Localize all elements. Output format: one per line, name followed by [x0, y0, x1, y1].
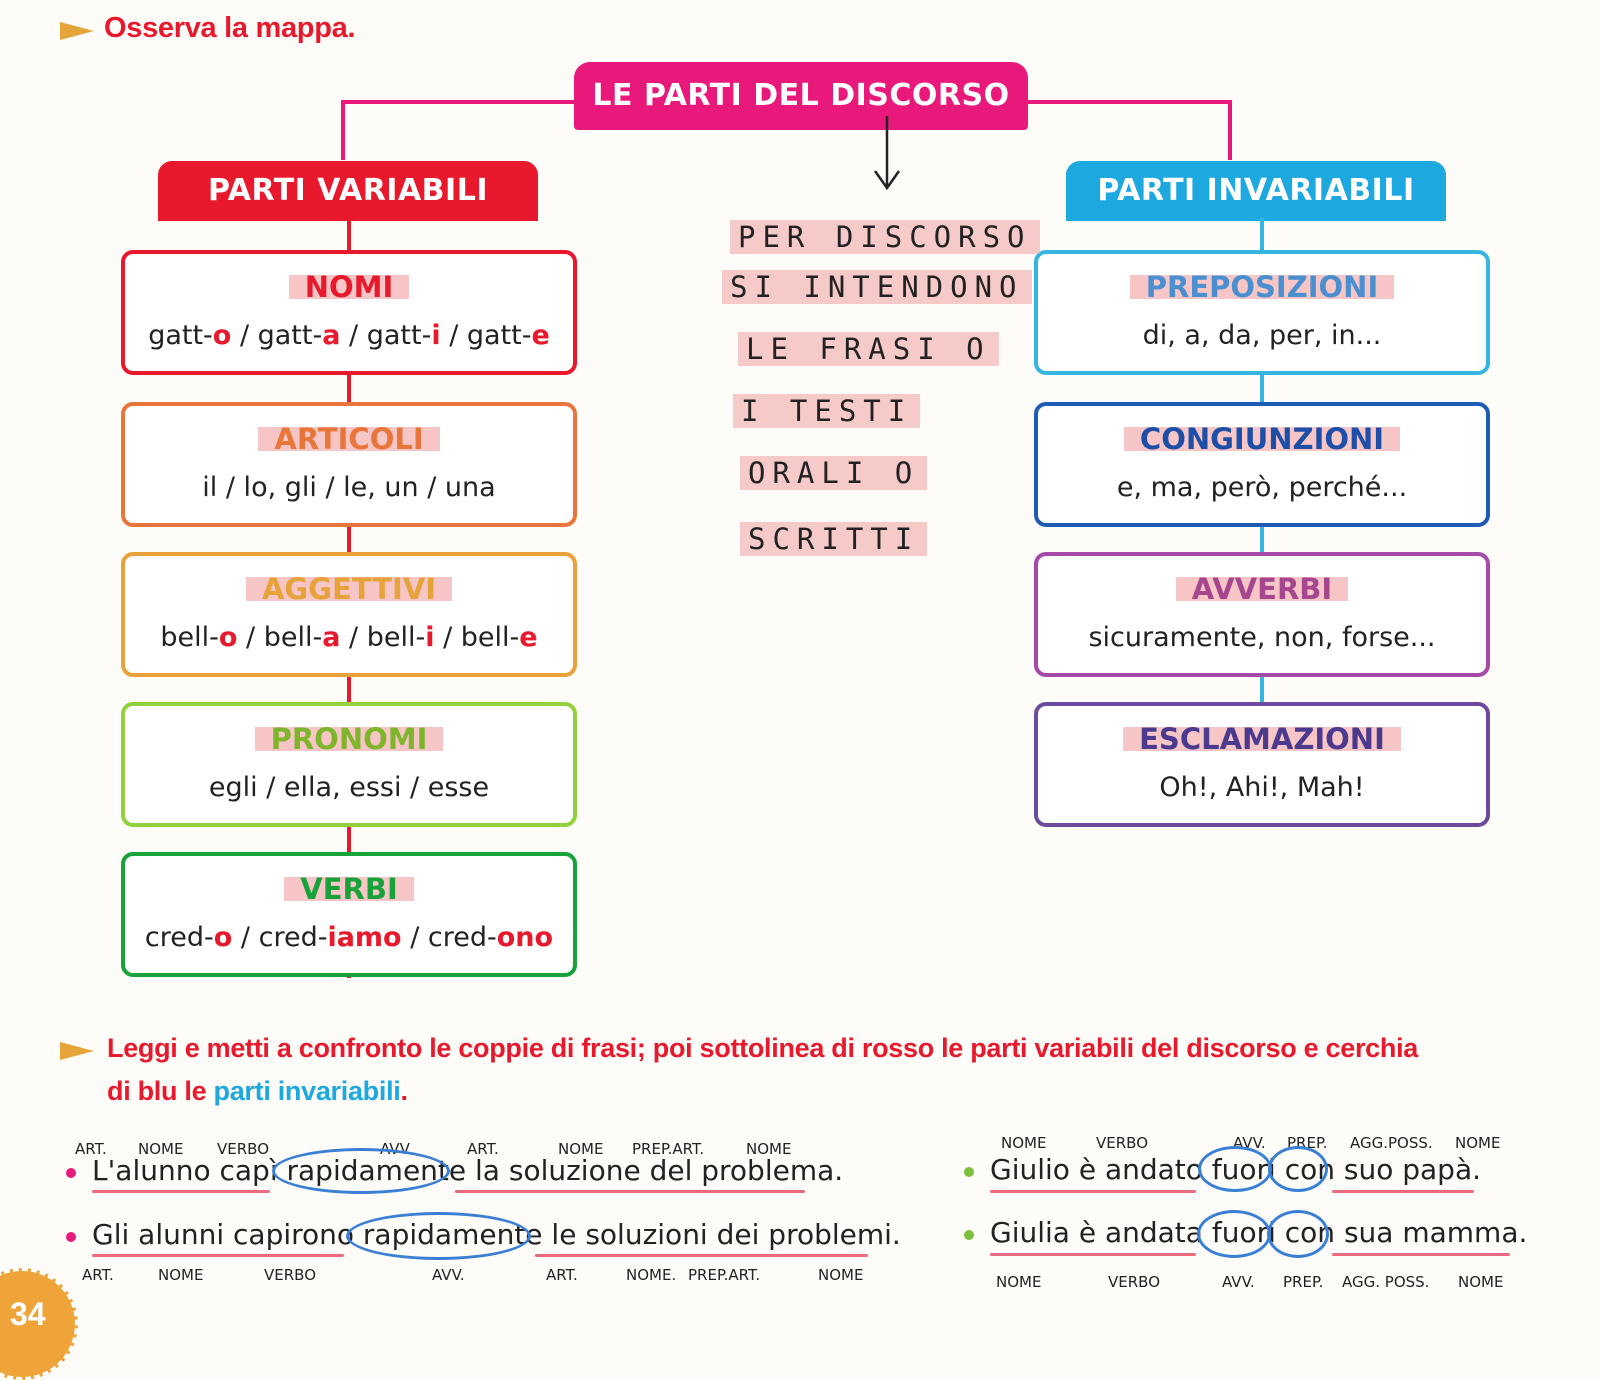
- underline-mark: [535, 1254, 868, 1257]
- label: PREP.: [1287, 1134, 1328, 1152]
- box-title-text: NOMI: [289, 270, 410, 304]
- box-title-text: ARTICOLI: [258, 422, 439, 456]
- handwritten-note: I TESTI: [733, 394, 920, 428]
- ex-ending: e: [519, 622, 538, 653]
- label: AVV.: [380, 1140, 413, 1158]
- box-example: il / lo, gli / le, un / una: [202, 472, 496, 503]
- ex-part: / gatt-: [231, 320, 323, 351]
- label: AVV.: [1233, 1134, 1266, 1152]
- ex-part: / gatt-: [440, 320, 532, 351]
- circle-mark: [272, 1148, 450, 1194]
- sentence: Giulia è andata fuori con sua mamma.: [990, 1216, 1528, 1249]
- connector-right: [1010, 100, 1232, 104]
- box-example: e, ma, però, perché...: [1116, 472, 1408, 503]
- label: PREP.ART.: [688, 1266, 761, 1284]
- box-nomi: [121, 250, 577, 375]
- circle-mark: [1268, 1146, 1328, 1192]
- arrow-icon: [60, 1042, 94, 1060]
- handwritten-note: ORALI O: [740, 456, 927, 490]
- ex-part: / gatt-: [340, 320, 432, 351]
- label: NOME: [1455, 1134, 1501, 1152]
- box-title: [1038, 572, 1486, 606]
- sentence: Giulio è andato fuori con suo papà.: [990, 1153, 1482, 1186]
- box-title: [125, 722, 573, 756]
- label: ART.: [546, 1266, 578, 1284]
- arrow-icon: [60, 22, 94, 40]
- box-title-text: ESCLAMAZIONI: [1123, 722, 1401, 756]
- label: AVV.: [1222, 1273, 1255, 1291]
- connector-left-down: [341, 100, 345, 160]
- ex-part: / bell-: [237, 622, 323, 653]
- label: NOME: [138, 1140, 184, 1158]
- box-title-text: AGGETTIVI: [246, 572, 452, 606]
- ex-ending: a: [322, 320, 341, 351]
- label: PREP.ART.: [632, 1140, 705, 1158]
- map-title: LE PARTI DEL DISCORSO: [574, 62, 1028, 130]
- box-title: [1038, 722, 1486, 756]
- box-esclamazioni: [1034, 702, 1490, 827]
- label: VERBO: [1108, 1273, 1160, 1291]
- underline-mark: [92, 1190, 270, 1193]
- box-title-text: VERBI: [284, 872, 413, 906]
- circle-mark: [1267, 1210, 1329, 1258]
- ex-part: bell-: [160, 622, 219, 653]
- ex-part: cred-: [144, 922, 214, 953]
- sentence: L'alunno capì rapidamente la soluzione del problema.: [92, 1154, 844, 1187]
- label: ART.: [75, 1140, 107, 1158]
- label: AVV.: [432, 1266, 465, 1284]
- handwritten-note: LE FRASI O: [738, 332, 999, 366]
- box-pronomi: [121, 702, 577, 827]
- ex-ending: i: [425, 622, 435, 653]
- label: VERBO: [217, 1140, 269, 1158]
- ex-part: / cred-: [401, 922, 497, 953]
- underline-mark: [990, 1190, 1196, 1193]
- box-title-text: CONGIUNZIONI: [1124, 422, 1400, 456]
- box-title-text: PREPOSIZIONI: [1130, 270, 1395, 304]
- ex-ending: o: [213, 922, 233, 953]
- instruction-text: di blu le: [107, 1076, 214, 1106]
- label: VERBO: [264, 1266, 316, 1284]
- label: PREP.: [1283, 1273, 1324, 1291]
- ex-ending: iamo: [327, 922, 402, 953]
- handwritten-note: SI INTENDONO: [722, 270, 1032, 304]
- box-example: sicuramente, non, forse...: [1088, 622, 1436, 653]
- box-example: di, a, da, per, in...: [1142, 320, 1382, 351]
- ex-part: gatt-: [148, 320, 213, 351]
- label: NOME: [558, 1140, 604, 1158]
- box-example: [125, 320, 573, 351]
- box-title: [1038, 270, 1486, 304]
- instruction-line1: Leggi e metti a confronto le coppie di frasi; poi sottolinea di rosso le parti variabili del discorso e cerchia: [107, 1033, 1419, 1063]
- underline-mark: [990, 1253, 1196, 1256]
- connector-right-down: [1228, 100, 1232, 160]
- box-title: [125, 572, 573, 606]
- label: NOME: [818, 1266, 864, 1284]
- variable-parts-column: [121, 218, 577, 998]
- box-preposizioni: [1034, 250, 1490, 375]
- box-title: [125, 422, 573, 456]
- box-aggettivi: [121, 552, 577, 677]
- instruction-observe: Osserva la mappa.: [104, 12, 356, 44]
- box-verbi: [121, 852, 577, 977]
- label: ART.: [467, 1140, 499, 1158]
- ex-ending: a: [322, 622, 341, 653]
- box-title-text: PRONOMI: [255, 722, 444, 756]
- label: VERBO: [1096, 1134, 1148, 1152]
- handwritten-note: SCRITTI: [740, 522, 927, 556]
- box-title: [125, 872, 573, 906]
- underline-mark: [455, 1190, 805, 1193]
- instruction-compare: [107, 1033, 1587, 1107]
- label: NOME: [746, 1140, 792, 1158]
- bullet: [964, 1230, 974, 1240]
- parti-variabili-title: PARTI VARIABILI: [158, 161, 538, 221]
- box-congiunzioni: [1034, 402, 1490, 527]
- box-title: [1038, 422, 1486, 456]
- box-avverbi: [1034, 552, 1490, 677]
- label: AGG.POSS.: [1350, 1134, 1433, 1152]
- ex-part: / bell-: [340, 622, 426, 653]
- ex-ending: o: [212, 320, 232, 351]
- bullet: [66, 1232, 76, 1242]
- ex-part: / cred-: [232, 922, 328, 953]
- instruction-text: .: [400, 1076, 408, 1106]
- label: AGG. POSS.: [1342, 1273, 1430, 1291]
- sentence: Gli alunni capirono rapidamente le soluzioni dei problemi.: [92, 1218, 901, 1251]
- bullet: [66, 1168, 76, 1178]
- box-title: [125, 270, 573, 304]
- box-example: Oh!, Ahi!, Mah!: [1159, 772, 1365, 803]
- bullet: [964, 1167, 974, 1177]
- ex-ending: o: [218, 622, 238, 653]
- instruction-line2: [107, 1076, 1587, 1107]
- underline-mark: [92, 1254, 344, 1257]
- label: NOME: [1001, 1134, 1047, 1152]
- page-number: 34: [10, 1296, 46, 1332]
- box-example: [125, 622, 573, 653]
- label: NOME: [1458, 1273, 1504, 1291]
- box-title-text: AVVERBI: [1176, 572, 1348, 606]
- instruction-blue-text: parti invariabili: [213, 1076, 401, 1106]
- box-example: [125, 922, 573, 953]
- handwritten-note: PER DISCORSO: [730, 220, 1040, 254]
- ex-part: / bell-: [434, 622, 520, 653]
- label: NOME.: [626, 1266, 677, 1284]
- connector-left: [341, 100, 577, 104]
- underline-mark: [1332, 1253, 1510, 1256]
- box-example: egli / ella, essi / esse: [208, 772, 490, 803]
- label: NOME: [996, 1273, 1042, 1291]
- circle-mark: [346, 1212, 531, 1260]
- ex-ending: ono: [496, 922, 554, 953]
- circle-mark: [1197, 1210, 1271, 1258]
- circle-mark: [1198, 1146, 1272, 1192]
- label: NOME: [158, 1266, 204, 1284]
- underline-mark: [1332, 1190, 1474, 1193]
- ex-ending: e: [531, 320, 550, 351]
- label: ART.: [82, 1266, 114, 1284]
- invariable-parts-column: [1034, 218, 1490, 838]
- ex-ending: i: [431, 320, 441, 351]
- box-articoli: [121, 402, 577, 527]
- down-arrow-icon: [872, 116, 902, 192]
- parti-invariabili-title: PARTI INVARIABILI: [1066, 161, 1446, 221]
